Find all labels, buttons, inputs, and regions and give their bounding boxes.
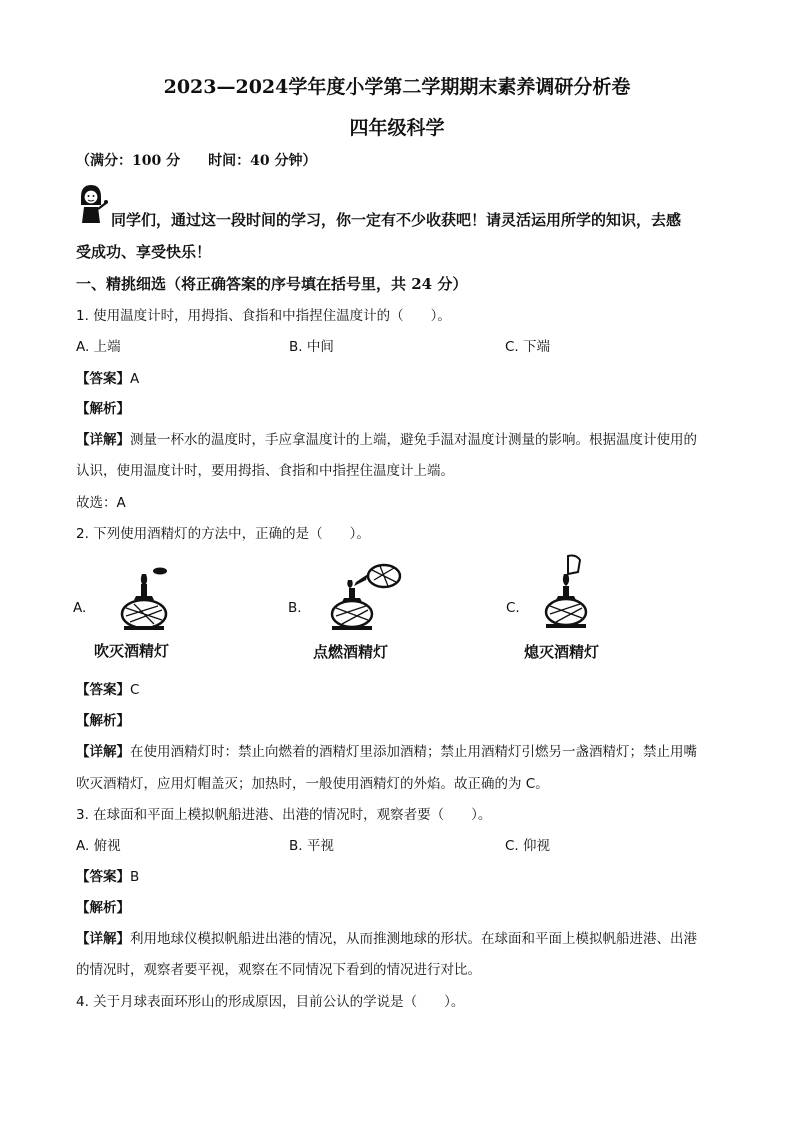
answer-label: 【答案】: [76, 869, 130, 885]
q1-conclusion: 故选：A: [76, 495, 126, 511]
page-title: 2023—2024学年度小学第二学期期末素养调研分析卷: [163, 76, 631, 98]
question-3-stem: 3. 在球面和平面上模拟帆船进港、出港的情况时，观察者要（ ）。: [76, 807, 492, 823]
q2-caption-b: 点燃酒精灯: [313, 643, 389, 661]
q3-option-c: C. 仰视: [505, 838, 551, 854]
intro-line-2: 受成功、享受快乐！: [76, 243, 212, 261]
q1-detail-line-2: 认识，使用温度计时，要用拇指、食指和中指捏住温度计上端。: [76, 463, 454, 479]
answer-value: C: [130, 682, 140, 698]
teacher-cartoon-icon: [73, 183, 109, 225]
q1-detail-line-1: [76, 428, 697, 448]
answer-label: 【答案】: [76, 682, 130, 698]
q2-option-a: A.: [73, 600, 87, 616]
answer-value: A: [130, 371, 140, 387]
intro-line-1: 同学们，通过这一段时间的学习，你一定有不少收获吧！请灵活运用所学的知识，去感: [111, 211, 682, 229]
q3-option-a: A. 俯视: [76, 838, 121, 854]
q3-option-b: B. 平视: [289, 838, 334, 854]
q2-detail-line-1: [76, 740, 697, 760]
answer-label: 【答案】: [76, 371, 130, 387]
q2-caption-a: 吹灭酒精灯: [94, 642, 170, 660]
q3-analysis-label: 【解析】: [76, 900, 130, 916]
lamp-blowing-out-icon: [112, 562, 182, 634]
question-4-stem: 4. 关于月球表面环形山的形成原因，目前公认的学说是（ ）。: [76, 994, 465, 1010]
page-subtitle: 四年级科学: [349, 117, 445, 139]
lamp-cap-cover-icon: [540, 552, 600, 632]
detail-text: 在使用酒精灯时：禁止向燃着的酒精灯里添加酒精；禁止用酒精灯引燃另一盏酒精灯；禁止用嘴: [130, 744, 697, 760]
q1-option-c: C. 下端: [505, 339, 551, 355]
q1-option-a: A. 上端: [76, 339, 121, 355]
lamp-lighting-icon: [322, 558, 406, 634]
q3-detail-line-2: 的情况时，观察者要平视，观察在不同情况下看到的情况进行对比。: [76, 962, 481, 978]
q1-analysis-label: 【解析】: [76, 401, 130, 417]
answer-value: B: [130, 869, 140, 885]
q3-detail-line-1: [76, 927, 697, 947]
q2-answer: [76, 678, 139, 698]
detail-label: 【详解】: [76, 931, 130, 947]
q2-analysis-label: 【解析】: [76, 713, 130, 729]
q2-detail-line-2: 吹灭酒精灯，应用灯帽盖灭；加热时，一般使用酒精灯的外焰。故正确的为 C。: [76, 776, 549, 792]
exam-meta: （满分：100 分 时间：40 分钟）: [76, 153, 317, 169]
q3-answer: [76, 865, 139, 885]
q1-answer: [76, 367, 139, 387]
q2-option-c: C.: [506, 600, 520, 616]
detail-label: 【详解】: [76, 432, 130, 448]
detail-text: 测量一杯水的温度时，手应拿温度计的上端，避免手温对温度计测量的影响。根据温度计使用的: [130, 432, 697, 448]
question-2-stem: 2. 下列使用酒精灯的方法中，正确的是（ ）。: [76, 526, 370, 542]
question-1-stem: 1. 使用温度计时，用拇指、食指和中指捏住温度计的（ ）。: [76, 308, 451, 324]
q2-option-b: B.: [288, 600, 302, 616]
q1-option-b: B. 中间: [289, 339, 334, 355]
section-heading-1: 一、精挑细选（将正确答案的序号填在括号里，共 24 分）: [76, 275, 468, 293]
q2-caption-c: 熄灭酒精灯: [524, 643, 600, 661]
detail-text: 利用地球仪模拟帆船进出港的情况，从而推测地球的形状。在球面和平面上模拟帆船进港、出港: [130, 931, 697, 947]
detail-label: 【详解】: [76, 744, 130, 760]
